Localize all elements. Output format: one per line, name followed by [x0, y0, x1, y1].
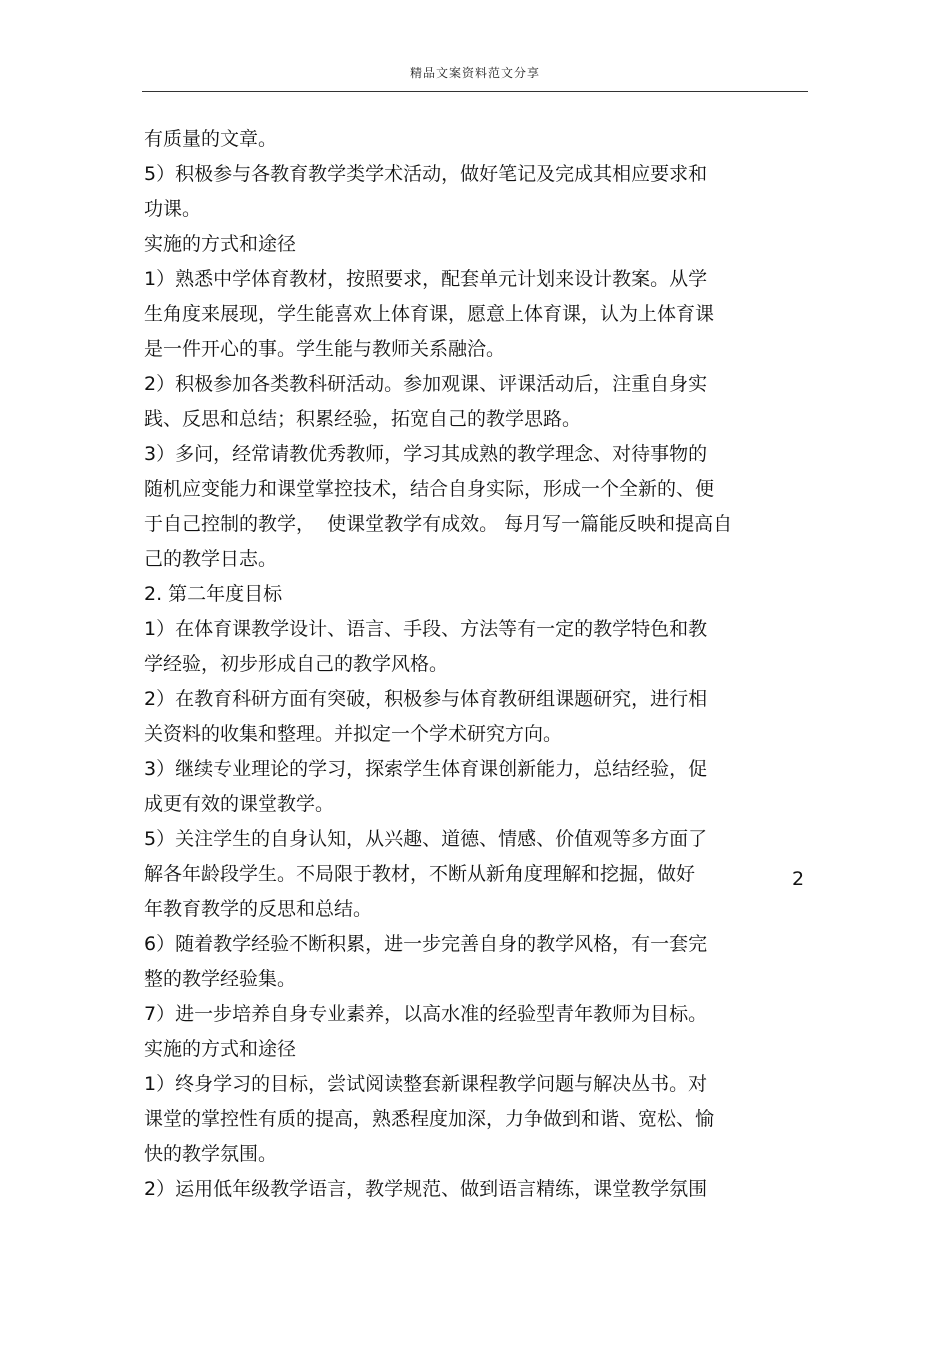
text-line: 6）随着教学经验不断积累，进一步完善自身的教学风格，有一套完: [144, 933, 708, 955]
text-line: 整的教学经验集。: [144, 968, 297, 990]
text-line: 关资料的收集和整理。并拟定一个学术研究方向。: [144, 723, 563, 745]
document-body: [144, 122, 804, 1207]
text-line: 5）关注学生的自身认知，从兴趣、道德、情感、价值观等多方面了: [144, 828, 708, 850]
text-line: 课堂的掌控性有质的提高，熟悉程度加深，力争做到和谐、宽松、愉: [144, 1108, 715, 1130]
text-line: 生角度来展现，学生能喜欢上体育课，愿意上体育课，认为上体育课: [144, 303, 715, 325]
text-line: 2）积极参加各类教科研活动。参加观课、评课活动后，注重自身实: [144, 373, 708, 395]
text-line: 1）在体育课教学设计、语言、手段、方法等有一定的教学特色和教: [144, 618, 708, 640]
text-line: 践、反思和总结；积累经验，拓宽自己的教学思路。: [144, 408, 582, 430]
text-line: 快的教学氛围。: [144, 1143, 278, 1165]
text-line: 于自己控制的教学， 使课堂教学有成效。 每月写一篇能反映和提高自: [144, 513, 733, 535]
header-divider: [142, 91, 808, 92]
text-line: 3）继续专业理论的学习，探索学生体育课创新能力，总结经验，促: [144, 758, 708, 780]
text-line: 有质量的文章。: [144, 128, 278, 150]
text-line: 1）终身学习的目标，尝试阅读整套新课程教学问题与解决丛书。对: [144, 1073, 708, 1095]
text-line: 随机应变能力和课堂掌控技术，结合自身实际，形成一个全新的、便: [144, 478, 715, 500]
text-line: 成更有效的课堂教学。: [144, 793, 335, 815]
text-line: 5）积极参与各教育教学类学术活动，做好笔记及完成其相应要求和: [144, 163, 708, 185]
section-heading: 2. 第二年度目标: [144, 583, 283, 605]
text-line: 年教育教学的反思和总结。: [144, 898, 373, 920]
text-line: 3）多问，经常请教优秀教师，学习其成熟的教学理念、对待事物的: [144, 443, 708, 465]
section-heading: 实施的方式和途径: [144, 233, 297, 255]
text-line: 功课。: [144, 198, 202, 220]
text-line: 解各年龄段学生。不局限于教材，不断从新角度理解和挖掘，做好: [144, 863, 696, 885]
text-line: 2）运用低年级教学语言，教学规范、做到语言精练，课堂教学氛围: [144, 1178, 708, 1200]
section-heading: 实施的方式和途径: [144, 1038, 297, 1060]
text-line: 7）进一步培养自身专业素养，以高水准的经验型青年教师为目标。: [144, 1003, 708, 1025]
page-header: 精品文案资料范文分享: [409, 66, 540, 80]
text-line: 1）熟悉中学体育教材，按照要求，配套单元计划来设计教案。从学: [144, 268, 708, 290]
text-line: 己的教学日志。: [144, 548, 278, 570]
page-number: 2: [792, 868, 805, 890]
text-line: 是一件开心的事。学生能与教师关系融洽。: [144, 338, 506, 360]
text-line: 2）在教育科研方面有突破，积极参与体育教研组课题研究，进行相: [144, 688, 708, 710]
text-line: 学经验，初步形成自己的教学风格。: [144, 653, 449, 675]
